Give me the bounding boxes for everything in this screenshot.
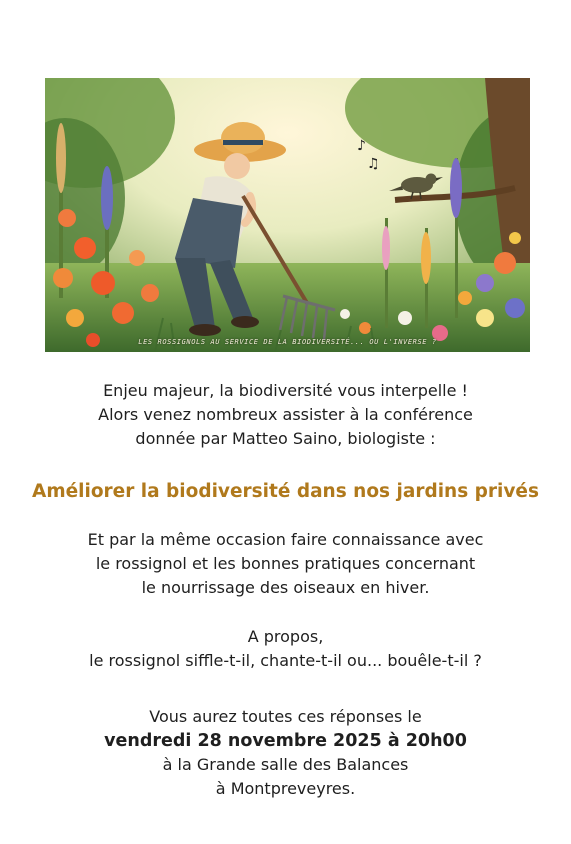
event-venue: à la Grande salle des Balances [162, 755, 409, 774]
music-note-icon: ♫ [367, 156, 380, 172]
event-town: à Montpreveyres. [215, 779, 356, 798]
event-intro: Vous aurez toutes ces réponses le [149, 707, 422, 726]
conference-title: Améliorer la biodiversité dans nos jardins privés [32, 481, 539, 502]
question-paragraph [0, 625, 571, 673]
paragraph-line: le rossignol siffle-t-il, chante-t-il ou... bouêle-t-il ? [89, 651, 482, 670]
event-details [0, 705, 571, 801]
intro-line: Enjeu majeur, la biodiversité vous interpelle ! [103, 381, 468, 400]
event-date: vendredi 28 novembre 2025 à 20h00 [104, 731, 467, 751]
paragraph-line: le rossignol et les bonnes pratiques concernant [95, 554, 476, 573]
paragraph-line: Et par la même occasion faire connaissance avec [87, 530, 484, 549]
music-note-icon: ♪ [357, 138, 366, 154]
illustration-caption: LES ROSSIGNOLS AU SERVICE DE LA BIODIVERSITÉ... OU L'INVERSE ? [138, 338, 437, 346]
illustration-scene [45, 78, 530, 352]
garden-illustration [45, 78, 530, 352]
nightingale-paragraph [0, 528, 571, 600]
paragraph-line: A propos, [247, 627, 324, 646]
intro-paragraph [0, 379, 571, 451]
intro-line: Alors venez nombreux assister à la conférence [98, 405, 473, 424]
paragraph-line: le nourrissage des oiseaux en hiver. [141, 578, 430, 597]
intro-line: donnée par Matteo Saino, biologiste : [135, 429, 436, 448]
